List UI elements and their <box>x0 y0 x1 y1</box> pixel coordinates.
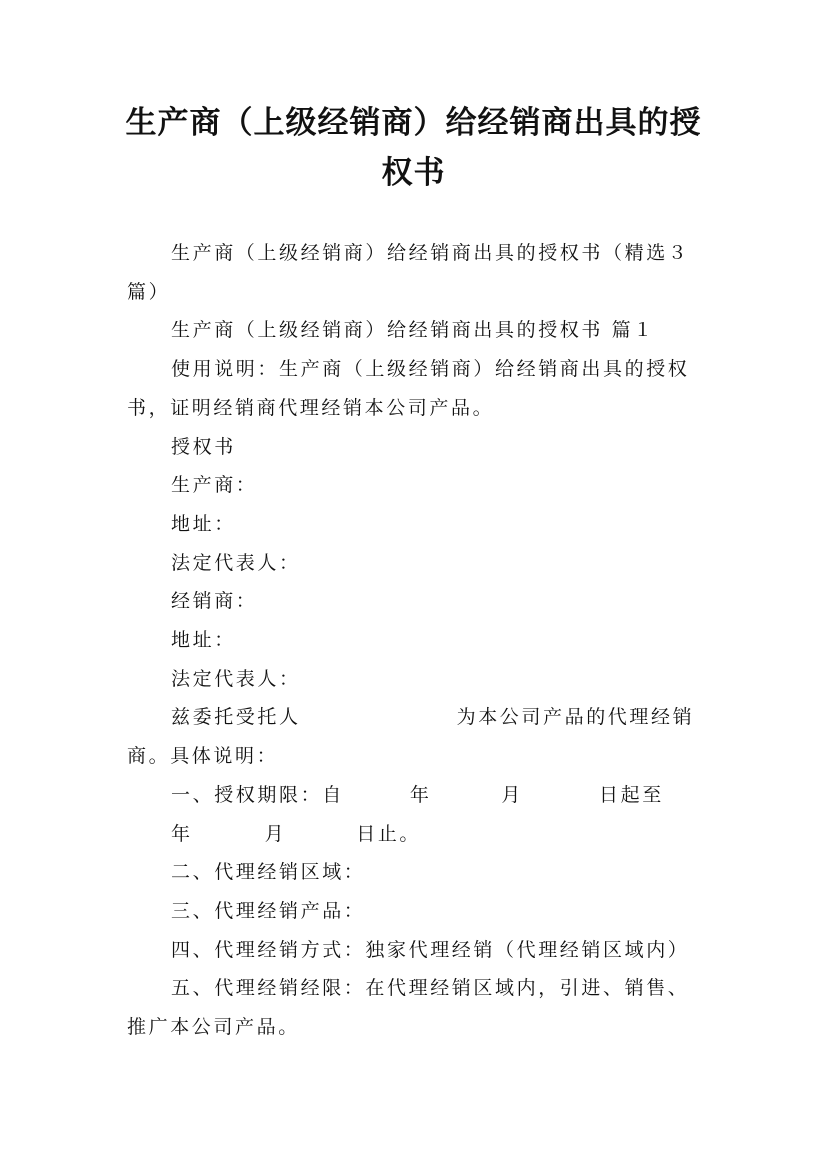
section-heading: 生产商（上级经销商）给经销商出具的授权书 篇１ <box>171 319 655 342</box>
start-day-label: 日起至 <box>599 783 664 806</box>
document-body <box>127 234 701 1047</box>
end-day-label: 日止。 <box>356 822 422 845</box>
start-month-label: 月 <box>501 783 524 806</box>
item-sales-region: 二、代理经销区域： <box>171 861 366 884</box>
intro-paragraph: 生产商（上级经销商）给经销商出具的授权书（精选３篇） <box>127 242 690 303</box>
manufacturer-address-field: 地址： <box>171 512 236 535</box>
item-products: 三、代理经销产品： <box>171 899 366 922</box>
dealer-field: 经销商： <box>171 590 258 613</box>
document-title: 生产商（上级经销商）给经销商出具的授权书 <box>125 105 702 191</box>
end-year-label: 年 <box>171 822 193 845</box>
item-sales-method: 四、代理经销方式：独家代理经销（代理经销区域内） <box>171 938 690 961</box>
dealer-legal-rep-field: 法定代表人： <box>171 667 301 690</box>
usage-note: 使用说明：生产商（上级经销商）给经销商出具的授权书，证明经销商代理经销本公司产品。 <box>127 358 690 419</box>
manufacturer-legal-rep-field: 法定代表人： <box>171 551 301 574</box>
start-year-label: 年 <box>409 783 432 806</box>
end-month-label: 月 <box>264 822 287 845</box>
entrust-paragraph <box>127 698 701 775</box>
dealer-address-field: 地址： <box>171 629 236 652</box>
manufacturer-field: 生产商： <box>171 474 258 497</box>
item-authorization-period <box>127 776 701 853</box>
authorization-heading: 授权书 <box>171 435 236 458</box>
entrust-text-end: 为本公司产品的代理经销商。具体说明： <box>127 706 695 768</box>
item-sales-scope: 五、代理经销经限：在代理经销区域内，引进、销售、推广本公司产品。 <box>127 977 690 1039</box>
entrust-text-start: 兹委托受托人 <box>171 706 301 729</box>
period-prefix: 一、授权期限：自 <box>171 783 344 806</box>
